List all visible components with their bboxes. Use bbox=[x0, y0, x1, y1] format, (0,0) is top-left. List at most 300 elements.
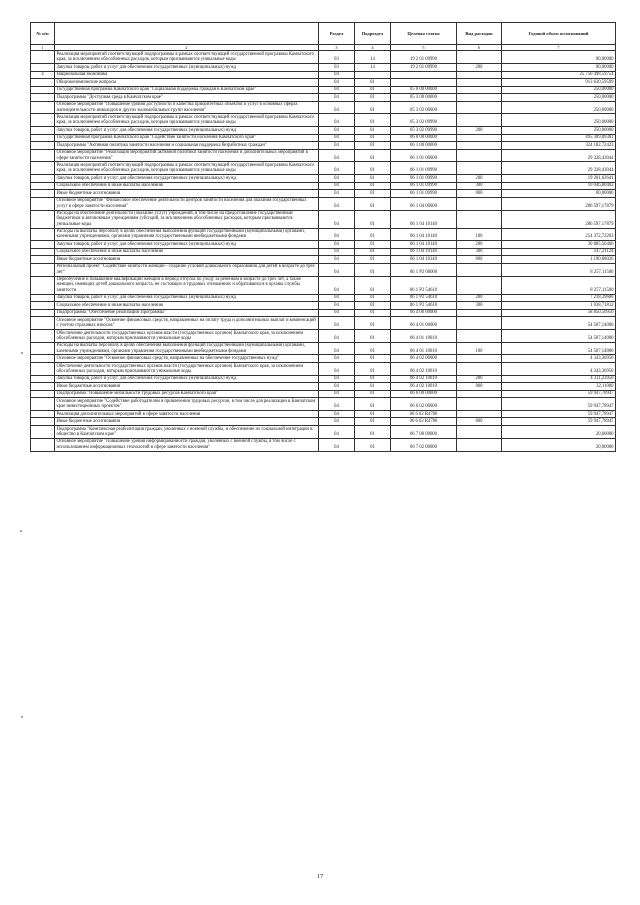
row-podrazdel: 01 bbox=[355, 375, 391, 382]
table-row bbox=[31, 175, 616, 182]
row-number bbox=[31, 276, 55, 294]
row-podrazdel bbox=[355, 71, 391, 78]
row-number bbox=[31, 162, 55, 175]
row-razdel: 04 bbox=[319, 438, 355, 451]
table-row bbox=[31, 342, 616, 355]
row-podrazdel: 01 bbox=[355, 410, 391, 417]
header-num: № п/п bbox=[31, 23, 55, 45]
row-target-article: 06 6 02 00000 bbox=[391, 398, 457, 411]
row-expense-type bbox=[457, 425, 502, 438]
row-razdel: 04 bbox=[319, 228, 355, 241]
row-name: Национальная экономика bbox=[55, 71, 319, 78]
row-razdel: 04 bbox=[319, 390, 355, 397]
row-name: Обеспечение деятельности государственных органов власти (государственных органов) Камчатского края, за исключением обособленных расходов, которым присваиваются уникальные коды bbox=[55, 362, 319, 375]
table-row bbox=[31, 425, 616, 438]
row-target-article: 06 6 00 00000 bbox=[391, 390, 457, 397]
row-target-article bbox=[391, 79, 457, 86]
row-podrazdel: 01 bbox=[355, 398, 391, 411]
row-podrazdel: 01 bbox=[355, 342, 391, 355]
row-podrazdel: 01 bbox=[355, 355, 391, 362]
column-number: 6 bbox=[457, 45, 502, 51]
table-row bbox=[31, 210, 616, 228]
row-name: Социальное обеспечение и иные выплаты населению bbox=[55, 182, 319, 189]
row-expense-type bbox=[457, 317, 502, 330]
row-name: Расходы на обеспечение деятельности (оказание услуг) учреждений, в том числе на предоставление государственным бюджетным и автономным учреждениям субсидий, за исключением обособленных расходов, которым присваиваются уникальные коды bbox=[55, 210, 319, 228]
row-target-article: 05 3 02 09990 bbox=[391, 127, 457, 134]
row-expense-type: 200 bbox=[457, 294, 502, 301]
row-razdel: 04 bbox=[319, 256, 355, 263]
row-razdel: 04 bbox=[319, 127, 355, 134]
table-row bbox=[31, 134, 616, 141]
scan-speck bbox=[21, 716, 23, 718]
header-razdel: Раздел bbox=[319, 23, 355, 45]
row-target-article: 06 4 02 10010 bbox=[391, 362, 457, 375]
row-razdel: 04 bbox=[319, 134, 355, 141]
row-razdel: 04 bbox=[319, 329, 355, 342]
row-expense-type bbox=[457, 398, 502, 411]
row-number bbox=[31, 425, 55, 438]
row-amount: 32,11000 bbox=[502, 383, 616, 390]
row-name: Расходы на выплаты персоналу в целях обеспечения выполнения функций государственными (муниципальными) органами, казенными учреждениями, органами управления государственными внебюджетными фондами bbox=[55, 342, 319, 355]
row-podrazdel: 01 bbox=[355, 383, 391, 390]
row-expense-type bbox=[457, 114, 502, 127]
row-amount: 7 218,39688 bbox=[502, 294, 616, 301]
row-razdel: 04 bbox=[319, 79, 355, 86]
row-razdel: 04 bbox=[319, 355, 355, 362]
row-amount: 20,00000 bbox=[502, 438, 616, 451]
row-razdel: 04 bbox=[319, 86, 355, 93]
row-target-article: 06 1 04 10140 bbox=[391, 228, 457, 241]
row-number bbox=[31, 79, 55, 86]
row-number bbox=[31, 127, 55, 134]
row-expense-type: 800 bbox=[457, 383, 502, 390]
row-number bbox=[31, 390, 55, 397]
row-name: Подпрограмма "Обеспечение реализации Программы" bbox=[55, 309, 319, 316]
row-number bbox=[31, 175, 55, 182]
row-name: Переобучение и повышение квалификации женщин в период отпуска по уходу за ребенком в возрасте до трех лет, а также женщин, имеющих детей дошкольного возраста, не состоящих в трудовых отношениях и обратившихся в органы службы занятости bbox=[55, 276, 319, 294]
table-row bbox=[31, 142, 616, 149]
row-number bbox=[31, 64, 55, 71]
row-razdel: 04 bbox=[319, 101, 355, 114]
row-number bbox=[31, 418, 55, 425]
row-name: Подпрограмма "Доступная среда в Камчатском крае" bbox=[55, 94, 319, 101]
table-row bbox=[31, 294, 616, 301]
row-target-article: 06 1 P2 54610 bbox=[391, 276, 457, 294]
row-target-article: 06 1 01 09990 bbox=[391, 162, 457, 175]
row-target-article: 05 0 00 00000 bbox=[391, 86, 457, 93]
table-row bbox=[31, 390, 616, 397]
row-name: Реализация мероприятий соответствующей подпрограммы в рамках соответствующей государственной программы Камчатского края, за исключением обособленных расходов, которым присваиваются уникальные коды bbox=[55, 114, 319, 127]
row-number bbox=[31, 317, 55, 330]
row-podrazdel: 01 bbox=[355, 309, 391, 316]
row-number bbox=[31, 197, 55, 210]
row-expense-type bbox=[457, 309, 502, 316]
row-name: Обеспечение деятельности государственных органов власти (государственных органов) Камчатского края, за исключением обособленных расходов, которым присваиваются уникальные коды bbox=[55, 329, 319, 342]
row-target-article: 19 2 01 09990 bbox=[391, 64, 457, 71]
row-expense-type bbox=[457, 134, 502, 141]
budget-page bbox=[30, 22, 615, 452]
row-name: Основное мероприятие "Финансовое обеспечение деятельности центров занятости населения для оказания государственных услуг в сфере занятости населения" bbox=[55, 197, 319, 210]
row-expense-type: 300 bbox=[457, 182, 502, 189]
row-amount: 59 947,78947 bbox=[502, 398, 616, 411]
row-razdel: 04 bbox=[319, 309, 355, 316]
row-name: Закупка товаров, работ и услуг для обеспечения государственных (муниципальных) нужд bbox=[55, 64, 319, 71]
row-expense-type: 200 bbox=[457, 175, 502, 182]
row-target-article: 06 0 00 00000 bbox=[391, 134, 457, 141]
page-number: 17 bbox=[316, 873, 324, 880]
row-name: Социальное обеспечение и иные выплаты населению bbox=[55, 248, 319, 255]
row-number bbox=[31, 228, 55, 241]
row-target-article: 06 1 01 09990 bbox=[391, 182, 457, 189]
row-number bbox=[31, 182, 55, 189]
row-amount: 59 947,78947 bbox=[502, 390, 616, 397]
row-expense-type bbox=[457, 86, 502, 93]
table-row bbox=[31, 418, 616, 425]
row-razdel: 03 bbox=[319, 64, 355, 71]
row-target-article: 06 1 01 00000 bbox=[391, 149, 457, 162]
row-name: Закупка товаров, работ и услуг для обеспечения государственных (муниципальных) нужд bbox=[55, 294, 319, 301]
row-razdel: 04 bbox=[319, 149, 355, 162]
row-amount: 4 311,23950 bbox=[502, 375, 616, 382]
row-name: Основное мероприятие "Содействие работодателям в привлечении трудовых ресурсов, в том числе для реализации в Камчатском крае инвестиционных проектов" bbox=[55, 398, 319, 411]
row-expense-type bbox=[457, 94, 502, 101]
row-number bbox=[31, 86, 55, 93]
row-razdel: 04 bbox=[319, 94, 355, 101]
row-amount: 147,21124 bbox=[502, 248, 616, 255]
row-target-article: 06 4 00 00000 bbox=[391, 309, 457, 316]
header-expense-type: Вид расходов bbox=[457, 23, 502, 45]
row-number bbox=[31, 114, 55, 127]
row-expense-type bbox=[457, 438, 502, 451]
row-target-article: 19 2 01 09990 bbox=[391, 51, 457, 64]
row-podrazdel: 01 bbox=[355, 317, 391, 330]
row-target-article: 06 1 04 10140 bbox=[391, 248, 457, 255]
header-row bbox=[31, 23, 616, 45]
row-name: Основное мероприятие "Повышение уровня доступности и качества приоритетных объектов и услуг в основных сферах жизнедеятельности инвалидов и других маломобильных групп населения" bbox=[55, 101, 319, 114]
row-razdel: 04 bbox=[319, 263, 355, 276]
row-expense-type: 300 bbox=[457, 302, 502, 309]
row-name: Основное мероприятие "Освоение финансовых средств, направленных на оплату труда и дополнительных выплат и компенсаций с учетом страховых взносов" bbox=[55, 317, 319, 330]
row-amount: 59 947,78947 bbox=[502, 410, 616, 417]
table-row bbox=[31, 256, 616, 263]
row-amount: 4 343,36950 bbox=[502, 362, 616, 375]
row-amount: 30 885,56466 bbox=[502, 241, 616, 248]
row-name: Подпрограмма "Повышение мобильности трудовых ресурсов Камчатского края" bbox=[55, 390, 319, 397]
row-target-article: 06 6 02 R4780 bbox=[391, 410, 457, 417]
row-name: Закупка товаров, работ и услуг для обеспечения государственных (муниципальных) нужд bbox=[55, 127, 319, 134]
row-expense-type bbox=[457, 263, 502, 276]
row-name: Основное мероприятие "Освоение финансовых средств, направленных на обеспечение государственных нужд" bbox=[55, 355, 319, 362]
row-expense-type bbox=[457, 355, 502, 362]
budget-table bbox=[30, 22, 616, 452]
row-expense-type bbox=[457, 162, 502, 175]
row-razdel: 04 bbox=[319, 210, 355, 228]
row-razdel: 04 bbox=[319, 71, 355, 78]
table-row bbox=[31, 309, 616, 316]
row-name: Основное мероприятие "Реализация мероприятий активной политики занятости населения и дополнительных мероприятий в сфере занятости населения" bbox=[55, 149, 319, 162]
row-name: Общеэкономические вопросы bbox=[55, 79, 319, 86]
row-podrazdel: 01 bbox=[355, 425, 391, 438]
row-target-article: 06 1 04 10140 bbox=[391, 241, 457, 248]
row-razdel: 04 bbox=[319, 342, 355, 355]
row-expense-type: 800 bbox=[457, 190, 502, 197]
row-name: Иные бюджетные ассигнования bbox=[55, 190, 319, 197]
table-row bbox=[31, 162, 616, 175]
row-number bbox=[31, 248, 55, 255]
row-amount: 1 190,68026 bbox=[502, 256, 616, 263]
row-razdel: 04 bbox=[319, 317, 355, 330]
row-number bbox=[31, 210, 55, 228]
row-podrazdel: 01 bbox=[355, 94, 391, 101]
row-podrazdel: 01 bbox=[355, 127, 391, 134]
table-row bbox=[31, 302, 616, 309]
row-target-article: 06 4 02 10010 bbox=[391, 375, 457, 382]
row-amount: 29 328,43044 bbox=[502, 149, 616, 162]
row-amount: 913 630,59599 bbox=[502, 79, 616, 86]
row-name: Реализация мероприятий соответствующей подпрограммы в рамках соответствующей государственной программы Камчатского края, за исключением обособленных расходов, которым присваиваются уникальные коды bbox=[55, 162, 319, 175]
row-razdel: 04 bbox=[319, 162, 355, 175]
row-expense-type bbox=[457, 142, 502, 149]
row-expense-type: 200 bbox=[457, 375, 502, 382]
row-podrazdel: 01 bbox=[355, 438, 391, 451]
table-row bbox=[31, 51, 616, 64]
row-number bbox=[31, 309, 55, 316]
row-target-article: 05 3 02 00000 bbox=[391, 101, 457, 114]
row-podrazdel: 01 bbox=[355, 210, 391, 228]
row-amount: 254 372,72263 bbox=[502, 228, 616, 241]
table-body bbox=[31, 51, 616, 451]
row-name: Социальное обеспечение и иные выплаты населению bbox=[55, 302, 319, 309]
row-podrazdel: 01 bbox=[355, 149, 391, 162]
row-podrazdel: 01 bbox=[355, 86, 391, 93]
row-target-article: 06 1 P2 54610 bbox=[391, 294, 457, 301]
row-razdel: 03 bbox=[319, 51, 355, 64]
row-podrazdel: 01 bbox=[355, 362, 391, 375]
row-amount: 250,00000 bbox=[502, 114, 616, 127]
row-razdel: 04 bbox=[319, 362, 355, 375]
row-number bbox=[31, 101, 55, 114]
row-podrazdel: 01 bbox=[355, 418, 391, 425]
table-row bbox=[31, 182, 616, 189]
row-expense-type bbox=[457, 197, 502, 210]
row-podrazdel: 01 bbox=[355, 79, 391, 86]
row-number bbox=[31, 294, 55, 301]
row-razdel: 04 bbox=[319, 410, 355, 417]
row-amount: 4 343,36950 bbox=[502, 355, 616, 362]
row-expense-type bbox=[457, 362, 502, 375]
table-row bbox=[31, 127, 616, 134]
row-amount: 29 328,43044 bbox=[502, 162, 616, 175]
row-number bbox=[31, 94, 55, 101]
row-expense-type: 200 bbox=[457, 127, 502, 134]
table-row bbox=[31, 101, 616, 114]
row-amount: 54 507,14000 bbox=[502, 329, 616, 342]
header-annual-amount: Годовой объем ассигнований bbox=[502, 23, 616, 45]
row-target-article: 06 7 02 00000 bbox=[391, 438, 457, 451]
row-number bbox=[31, 329, 55, 342]
row-expense-type: 100 bbox=[457, 228, 502, 241]
row-podrazdel: 01 bbox=[355, 390, 391, 397]
row-number bbox=[31, 134, 55, 141]
row-amount: 59 947,78947 bbox=[502, 418, 616, 425]
row-amount: 250,00000 bbox=[502, 127, 616, 134]
row-amount: 54 507,14000 bbox=[502, 342, 616, 355]
row-amount: 250,00000 bbox=[502, 86, 616, 93]
row-number bbox=[31, 241, 55, 248]
row-target-article: 06 1 00 00000 bbox=[391, 142, 457, 149]
row-amount: 10 046,80403 bbox=[502, 182, 616, 189]
row-razdel: 04 bbox=[319, 302, 355, 309]
column-number: 2 bbox=[55, 45, 319, 51]
row-target-article: 06 1 04 10140 bbox=[391, 210, 457, 228]
row-podrazdel: 01 bbox=[355, 182, 391, 189]
row-number bbox=[31, 398, 55, 411]
row-name: Закупка товаров, работ и услуг для обеспечения государственных (муниципальных) нужд bbox=[55, 375, 319, 382]
row-amount: 8 257,11500 bbox=[502, 276, 616, 294]
row-razdel: 04 bbox=[319, 114, 355, 127]
row-expense-type bbox=[457, 79, 502, 86]
row-target-article: 06 7 00 00000 bbox=[391, 425, 457, 438]
row-podrazdel: 01 bbox=[355, 114, 391, 127]
row-podrazdel: 01 bbox=[355, 294, 391, 301]
table-row bbox=[31, 197, 616, 210]
row-amount: 286 597,17879 bbox=[502, 197, 616, 210]
table-row bbox=[31, 383, 616, 390]
row-amount: 54 507,14000 bbox=[502, 317, 616, 330]
row-podrazdel: 01 bbox=[355, 263, 391, 276]
row-podrazdel: 01 bbox=[355, 175, 391, 182]
row-podrazdel: 01 bbox=[355, 162, 391, 175]
row-name: Государственная программа Камчатского края "Социальная поддержка граждан в Камчатском крае" bbox=[55, 86, 319, 93]
row-podrazdel: 01 bbox=[355, 302, 391, 309]
row-podrazdel: 01 bbox=[355, 241, 391, 248]
row-target-article: 06 1 01 09990 bbox=[391, 175, 457, 182]
row-amount: 19 201,62641 bbox=[502, 175, 616, 182]
table-row bbox=[31, 329, 616, 342]
row-podrazdel: 01 bbox=[355, 256, 391, 263]
row-amount: 324 182,72423 bbox=[502, 142, 616, 149]
table-row bbox=[31, 410, 616, 417]
table-row bbox=[31, 71, 616, 78]
row-expense-type: 200 bbox=[457, 64, 502, 71]
row-name: Реализация мероприятий соответствующей подпрограммы в рамках соответствующей государственной программы Камчатского края, за исключением обособленных расходов, которым присваиваются уникальные коды bbox=[55, 51, 319, 64]
row-expense-type bbox=[457, 101, 502, 114]
row-expense-type: 800 bbox=[457, 256, 502, 263]
row-expense-type: 800 bbox=[457, 418, 502, 425]
column-number: 7 bbox=[502, 45, 616, 51]
table-row bbox=[31, 149, 616, 162]
row-name: Иные бюджетные ассигнования bbox=[55, 418, 319, 425]
table-row bbox=[31, 79, 616, 86]
table-row bbox=[31, 375, 616, 382]
table-row bbox=[31, 398, 616, 411]
row-number bbox=[31, 190, 55, 197]
row-razdel: 04 bbox=[319, 425, 355, 438]
table-row bbox=[31, 64, 616, 71]
row-number bbox=[31, 383, 55, 390]
row-amount: 1 038,71812 bbox=[502, 302, 616, 309]
row-amount: 80,00000 bbox=[502, 190, 616, 197]
row-podrazdel: 14 bbox=[355, 64, 391, 71]
row-target-article: 06 1 01 09990 bbox=[391, 190, 457, 197]
table-row bbox=[31, 94, 616, 101]
row-podrazdel: 01 bbox=[355, 101, 391, 114]
header-target-article: Целевая статья bbox=[391, 23, 457, 45]
row-number: 4 bbox=[31, 71, 55, 78]
row-podrazdel: 01 bbox=[355, 248, 391, 255]
row-razdel: 04 bbox=[319, 375, 355, 382]
row-target-article: 06 4 02 10010 bbox=[391, 383, 457, 390]
row-number bbox=[31, 263, 55, 276]
row-name: Расходы на выплаты персоналу в целях обеспечения выполнения функций государственными (муниципальными) органами, казенными учреждениями, органами управления государственными внебюджетными фондами bbox=[55, 228, 319, 241]
row-amount: 250,00000 bbox=[502, 94, 616, 101]
row-name: Иные бюджетные ассигнования bbox=[55, 256, 319, 263]
row-target-article: 06 4 01 10010 bbox=[391, 342, 457, 355]
row-name: Подпрограмма "Активная политика занятости населения и социальная поддержка безработных граждан" bbox=[55, 142, 319, 149]
row-number bbox=[31, 342, 55, 355]
row-razdel: 04 bbox=[319, 418, 355, 425]
row-target-article: 06 6 02 R4780 bbox=[391, 418, 457, 425]
row-razdel: 04 bbox=[319, 175, 355, 182]
row-expense-type bbox=[457, 390, 502, 397]
table-row bbox=[31, 438, 616, 451]
row-expense-type bbox=[457, 51, 502, 64]
table-row bbox=[31, 263, 616, 276]
row-number bbox=[31, 51, 55, 64]
row-target-article: 06 1 04 00000 bbox=[391, 197, 457, 210]
column-number: 4 bbox=[355, 45, 391, 51]
column-number: 5 bbox=[391, 45, 457, 51]
row-razdel: 04 bbox=[319, 142, 355, 149]
row-number bbox=[31, 438, 55, 451]
row-target-article bbox=[391, 71, 457, 78]
row-amount: 90,00000 bbox=[502, 51, 616, 64]
row-amount: 20,00000 bbox=[502, 425, 616, 438]
row-amount: 25 750 498,59754 bbox=[502, 71, 616, 78]
row-target-article: 06 4 01 00000 bbox=[391, 317, 457, 330]
row-amount: 495 309,89381 bbox=[502, 134, 616, 141]
row-number bbox=[31, 256, 55, 263]
row-number bbox=[31, 375, 55, 382]
row-expense-type: 100 bbox=[457, 342, 502, 355]
table-row bbox=[31, 248, 616, 255]
row-expense-type bbox=[457, 329, 502, 342]
row-amount: 286 597,17879 bbox=[502, 210, 616, 228]
column-number: 1 bbox=[31, 45, 55, 51]
row-name: Закупка товаров, работ и услуг для обеспечения государственных (муниципальных) нужд bbox=[55, 175, 319, 182]
row-number bbox=[31, 149, 55, 162]
row-name: Основное мероприятие "Повышение уровня информированности граждан, уволенных с военной службы, в том числе с использованием информационных технологий в сфере занятости населения" bbox=[55, 438, 319, 451]
row-number bbox=[31, 362, 55, 375]
row-razdel: 04 bbox=[319, 276, 355, 294]
row-amount: 90,00000 bbox=[502, 64, 616, 71]
row-razdel: 04 bbox=[319, 197, 355, 210]
row-number bbox=[31, 355, 55, 362]
row-razdel: 04 bbox=[319, 182, 355, 189]
row-number bbox=[31, 302, 55, 309]
table-row bbox=[31, 317, 616, 330]
header-name bbox=[55, 23, 319, 45]
row-razdel: 04 bbox=[319, 294, 355, 301]
row-podrazdel: 01 bbox=[355, 197, 391, 210]
row-target-article: 06 4 02 00000 bbox=[391, 355, 457, 362]
row-razdel: 04 bbox=[319, 248, 355, 255]
row-razdel: 04 bbox=[319, 398, 355, 411]
row-target-article: 06 1 P2 54610 bbox=[391, 302, 457, 309]
scan-speck bbox=[21, 352, 23, 354]
row-expense-type bbox=[457, 276, 502, 294]
row-target-article: 05 3 00 00000 bbox=[391, 94, 457, 101]
